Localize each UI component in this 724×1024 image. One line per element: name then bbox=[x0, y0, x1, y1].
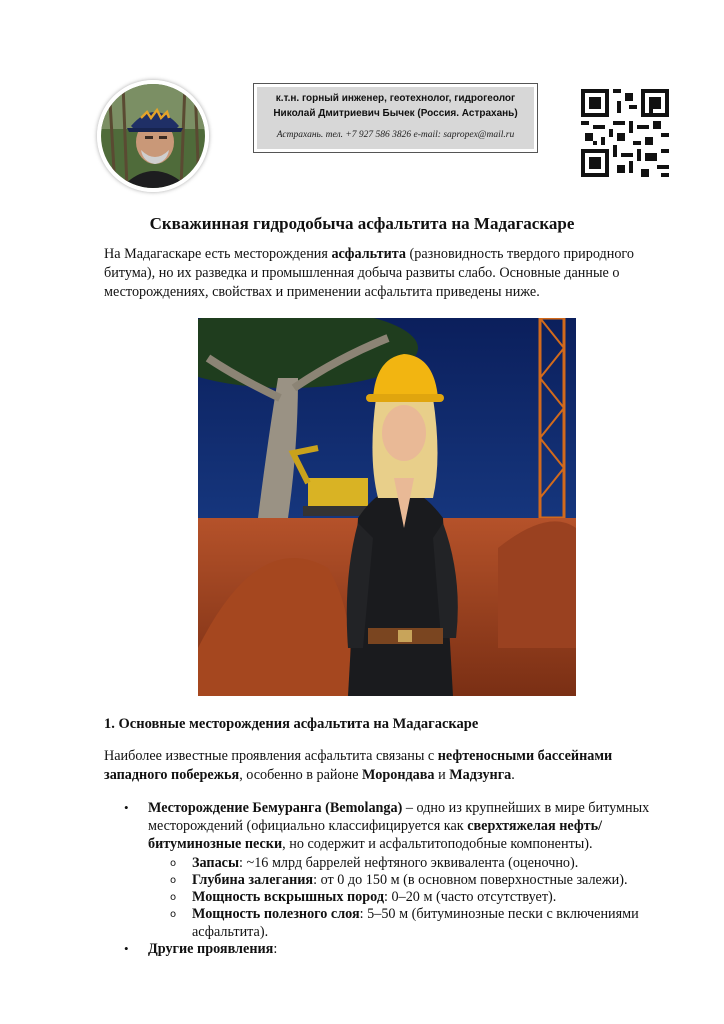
author-credentials: к.т.н. горный инженер, геотехнолог, гидрогеолог bbox=[275, 93, 516, 104]
section-heading-deposits: 1. Основные месторождения асфальтита на Мадагаскаре bbox=[104, 716, 479, 732]
section-bold-morondava: Морондава bbox=[362, 767, 435, 783]
sub-bullet-icon: o bbox=[170, 858, 177, 869]
illustration-photo bbox=[198, 318, 576, 696]
section-text-1: Наиболее известные проявления асфальтита связаны с bbox=[104, 748, 438, 764]
section-text-3: и bbox=[434, 767, 450, 783]
intro-paragraph bbox=[104, 245, 664, 302]
page-title: Скважинная гидродобыча асфальтита на Мадагаскаре bbox=[149, 214, 575, 233]
sub-bullet-icon: o bbox=[170, 909, 177, 920]
deposit-desc-2: , но содержит и асфальтитоподобные компоненты). bbox=[282, 836, 593, 852]
sub-item-value: : от 0 до 150 м (в основном поверхностные залежи). bbox=[313, 872, 628, 888]
other-occurrences-colon: : bbox=[273, 941, 278, 957]
sub-bullet-icon: o bbox=[170, 875, 177, 886]
intro-text-2: (разновидность твердого природного битума), но их разведка и промышленная добыча развиты слабо. Основные данные о месторождениях, свойствах и применении асфальтита приведены ниже. bbox=[104, 246, 634, 300]
list-item-text bbox=[148, 799, 668, 853]
sub-item-value: : 5–50 м (битуминозные пески с включениями асфальтита). bbox=[192, 906, 639, 940]
deposit-name: Месторождение Бемуранга (Bemolanga) bbox=[148, 800, 403, 816]
section-bold-basins: нефтеносными бассейнами западного побережья bbox=[104, 748, 613, 783]
bullet-icon: • bbox=[124, 941, 129, 956]
list-item-text bbox=[148, 940, 668, 958]
section-bold-majunga: Мадзунга bbox=[449, 767, 512, 783]
sub-item-label: Глубина залегания bbox=[192, 872, 314, 888]
sub-item-text bbox=[192, 855, 672, 873]
intro-bold-1: асфальтита bbox=[331, 246, 406, 262]
section-text-4: . bbox=[511, 767, 515, 783]
sub-item-label: Мощность вскрышных пород bbox=[192, 889, 385, 905]
author-info-box bbox=[253, 83, 538, 153]
author-photo bbox=[97, 80, 209, 192]
sub-bullet-icon: o bbox=[170, 892, 177, 903]
intro-text-1: На Мадагаскаре есть месторождения bbox=[104, 246, 332, 262]
section-paragraph bbox=[104, 747, 664, 785]
bullet-icon: • bbox=[124, 800, 129, 815]
worker-illustration-icon bbox=[198, 318, 576, 696]
author-portrait-icon bbox=[101, 84, 205, 188]
deposit-bold-class: сверхтяжелая нефть/битуминозные пески bbox=[148, 818, 603, 852]
author-info-inner bbox=[257, 87, 534, 149]
sub-item-text bbox=[192, 872, 672, 890]
author-name: Николай Дмитриевич Бычек (Россия. Астрахань) bbox=[273, 108, 518, 119]
sub-item-text bbox=[192, 906, 672, 941]
author-contact: Астрахань. тел. +7 927 586 3826 e-mail: sapropex@mail.ru bbox=[276, 130, 515, 140]
sub-item-label: Мощность полезного слоя bbox=[192, 906, 360, 922]
qr-code-icon bbox=[581, 89, 669, 177]
sub-item-value: : 0–20 м (часто отсутствует). bbox=[384, 889, 557, 905]
deposit-desc-1: – одно из крупнейших в мире битумных месторождений (официально классифицируется как bbox=[148, 800, 650, 834]
sub-item-label: Запасы bbox=[192, 855, 240, 871]
sub-item-value: : ~16 млрд баррелей нефтяного эквивалента (оценочно). bbox=[239, 855, 579, 871]
section-text-2: , особенно в районе bbox=[239, 767, 363, 783]
other-occurrences-label: Другие проявления bbox=[148, 941, 274, 957]
sub-item-text bbox=[192, 889, 672, 907]
